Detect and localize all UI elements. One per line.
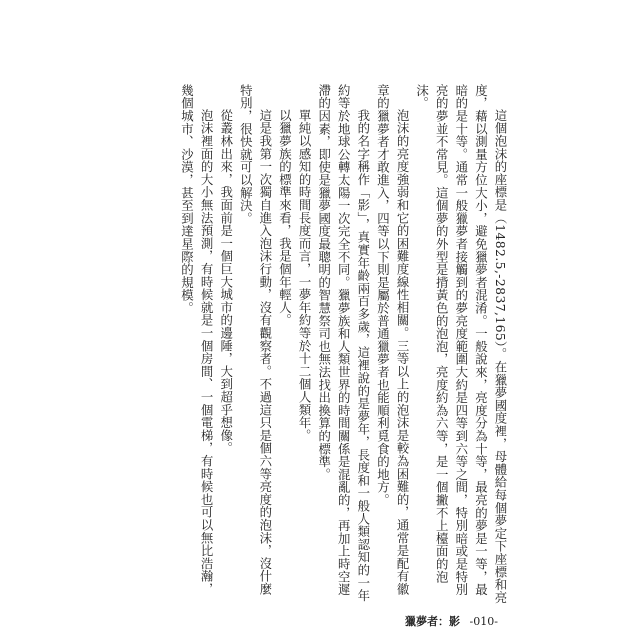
- footer-book-title: 獵夢者：影: [405, 615, 460, 628]
- paragraph-7: 從叢林出來，我面前是一個巨大城市的邊陲，大到超乎想像。: [218, 108, 234, 455]
- paragraph-3: 我的名字稱作「影」，真實年齡兩百多歲，這裡說的是夢年，長度和一般人類認知的一年約等於地球公轉太陽一次完全不同。獵夢族和人類世界的時間關係是混亂的，再加上時空遲滯的因素，即使是獵夢國度最聰明的智慧祭司也無法找出換算的標準。: [316, 84, 371, 602]
- footer-page-number: -010-: [469, 615, 498, 628]
- paragraph-5: 以獵夢族的標準來看，我是個年輕人。: [277, 108, 293, 327]
- paragraph-2: 泡沫的亮度強弱和它的困難度線性相關。三等以上的泡沫是較為困難的，通常是配有徽章的獵夢者才敢進入，四等以下則是屬於普通獵夢者也能順利覓食的地方。: [375, 84, 411, 596]
- paragraph-6: 這是我第一次獨自進入泡沫行動，沒有觀察者。不過這只是個六等亮度的泡沫，沒什麼特別，很快就可以解決。: [238, 84, 273, 596]
- paragraph-8: 泡沫裡面的大小無法預測，有時候就是一個房間、一個電梯，有時候也可以無比浩瀚，幾個城市、沙漠，甚至到達星際的規模。: [179, 84, 215, 596]
- paragraph-4: 單純以感知的時間長度而言，一夢年約等於十二個人類年。: [297, 108, 313, 442]
- page-footer: [405, 613, 498, 629]
- paragraph-1: 這個泡沫的座標是（1482.5,-2837,165）。在獵夢國度裡，母體給每個夢定下座標和亮度，藉以測量方位大小，避免獵夢者混淆。一般說來，亮度分為十等，最亮的夢是一等，最暗的是十等。通常一般獵夢者接觸到的夢亮度範圍大約是四等到六等之間，特別暗或是特別亮的夢並不常見。這個夢的外型是揹黃色的泡泡，亮度約為六等，是一個撇不上檯面的泡沫。: [414, 84, 508, 604]
- vertical-text-body: [140, 84, 510, 604]
